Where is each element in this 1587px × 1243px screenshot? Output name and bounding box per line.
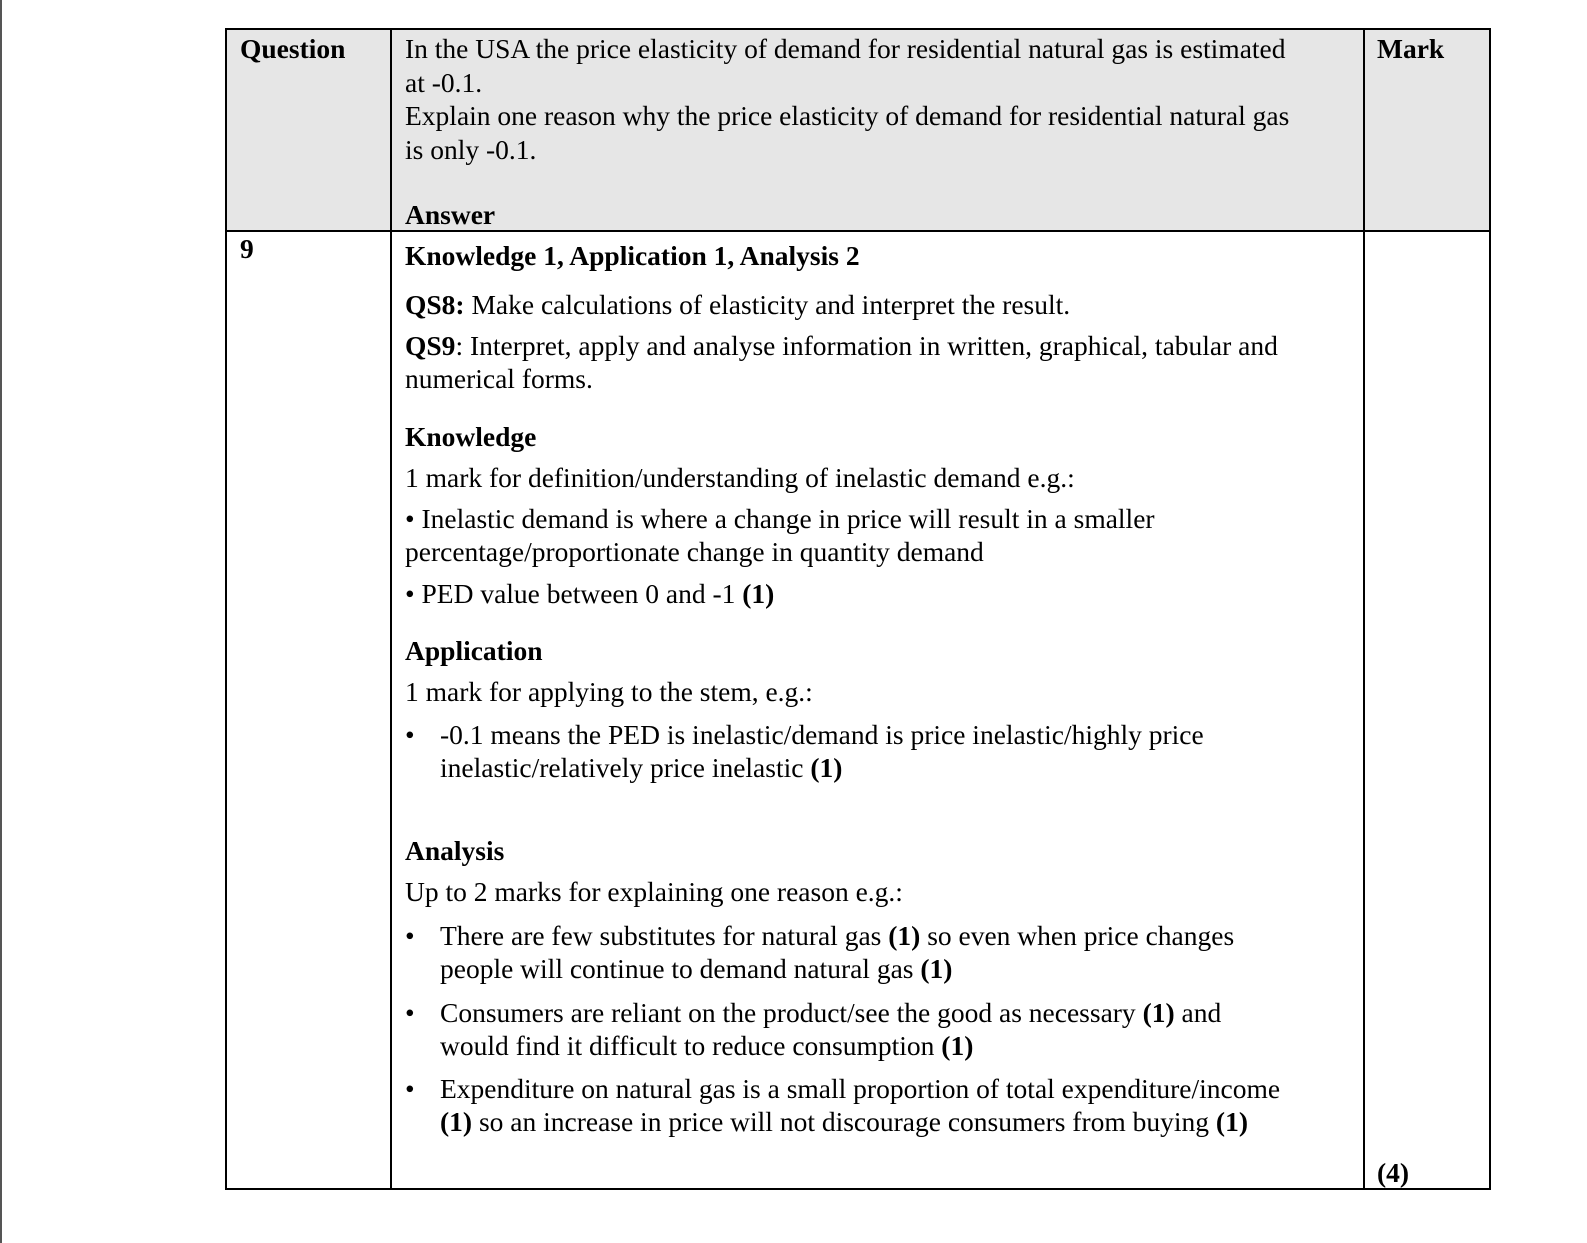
- text-segment: Make calculations of elasticity and interpret the result.: [464, 289, 1071, 320]
- text-segment: and: [1174, 997, 1222, 1028]
- answer-line: [440, 1105, 1248, 1139]
- answer-header: Answer: [405, 199, 496, 230]
- text-segment: (1): [888, 920, 921, 951]
- answer-line: [405, 288, 1070, 322]
- text-segment: (1): [941, 1030, 974, 1061]
- text-segment: Expenditure on natural gas is a small proportion of total expenditure/income: [440, 1073, 1281, 1104]
- text-segment: 1 mark for applying to the stem, e.g.:: [405, 676, 813, 707]
- question-line: at -0.1.: [405, 66, 483, 98]
- mark-scheme-table: [225, 28, 1491, 1190]
- text-segment: (1): [1215, 1106, 1248, 1137]
- text-segment: Analysis: [405, 835, 505, 866]
- mark-header: Mark: [1377, 33, 1445, 64]
- answer-line: [405, 675, 813, 709]
- total-mark: (4): [1377, 1157, 1410, 1188]
- text-segment: (1): [810, 752, 843, 783]
- question-line: Explain one reason why the price elasticity of demand for residential natural gas: [405, 100, 1290, 131]
- answer-line: [440, 1029, 973, 1063]
- answer-line: [405, 362, 593, 396]
- answer-line: [405, 875, 903, 909]
- text-segment: QS8:: [405, 289, 465, 320]
- bullet-icon: •: [405, 997, 415, 1028]
- text-segment: • PED value between 0 and -1: [405, 578, 743, 609]
- answer-line: [405, 461, 1075, 495]
- text-segment: Consumers are reliant on the product/see the good as necessary: [440, 997, 1143, 1028]
- answer-line: [440, 751, 842, 785]
- bullet-icon: •: [405, 719, 415, 750]
- answer-line: [405, 834, 504, 868]
- text-segment: (1): [920, 953, 953, 984]
- text-segment: Application: [405, 635, 543, 666]
- answer-line: [405, 239, 860, 273]
- text-segment: There are few substitutes for natural gas: [440, 920, 889, 951]
- text-segment: Up to 2 marks for explaining one reason e.g.:: [405, 876, 903, 907]
- text-segment: 1 mark for definition/understanding of inelastic demand e.g.:: [405, 462, 1075, 493]
- text-segment: so even when price changes: [920, 920, 1235, 951]
- answer-line: [405, 577, 774, 611]
- text-segment: would find it difficult to reduce consumption: [440, 1030, 942, 1061]
- text-segment: people will continue to demand natural gas: [440, 953, 921, 984]
- bullet-icon: •: [405, 1073, 415, 1104]
- text-segment: Knowledge 1, Application 1, Analysis 2: [405, 240, 860, 271]
- column-divider: [1363, 30, 1365, 1188]
- bullet-item: [405, 996, 1222, 1030]
- text-segment: so an increase in price will not discourage consumers from buying: [472, 1106, 1216, 1137]
- text-segment: : Interpret, apply and analyse information in written, graphical, tabular and: [455, 330, 1278, 361]
- answer-line: [440, 952, 952, 986]
- text-segment: Knowledge: [405, 421, 537, 452]
- text-segment: -0.1 means the PED is inelastic/demand is price inelastic/highly price: [440, 719, 1204, 750]
- bullet-item: [405, 1072, 1281, 1106]
- bullet-item: [405, 718, 1204, 752]
- answer-line: [405, 502, 1155, 536]
- answer-line: [405, 634, 543, 668]
- bullet-icon: •: [405, 920, 415, 951]
- column-divider: [390, 30, 392, 1188]
- text-segment: percentage/proportionate change in quantity demand: [405, 536, 984, 567]
- question-header: Question: [240, 33, 346, 64]
- answer-line: [405, 535, 984, 569]
- page-edge: [0, 0, 2, 1243]
- bullet-item: [405, 919, 1235, 953]
- text-segment: (1): [1142, 997, 1175, 1028]
- question-line: In the USA the price elasticity of demand for residential natural gas is estimated: [405, 33, 1286, 64]
- question-line: is only -0.1.: [405, 133, 537, 165]
- text-segment: (1): [742, 578, 775, 609]
- text-segment: inelastic/relatively price inelastic: [440, 752, 811, 783]
- text-segment: QS9: [405, 330, 456, 361]
- answer-line: [405, 420, 536, 454]
- question-number: 9: [240, 233, 254, 264]
- answer-line: [405, 329, 1278, 363]
- text-segment: • Inelastic demand is where a change in price will result in a smaller: [405, 503, 1155, 534]
- text-segment: (1): [440, 1106, 473, 1137]
- text-segment: numerical forms.: [405, 363, 593, 394]
